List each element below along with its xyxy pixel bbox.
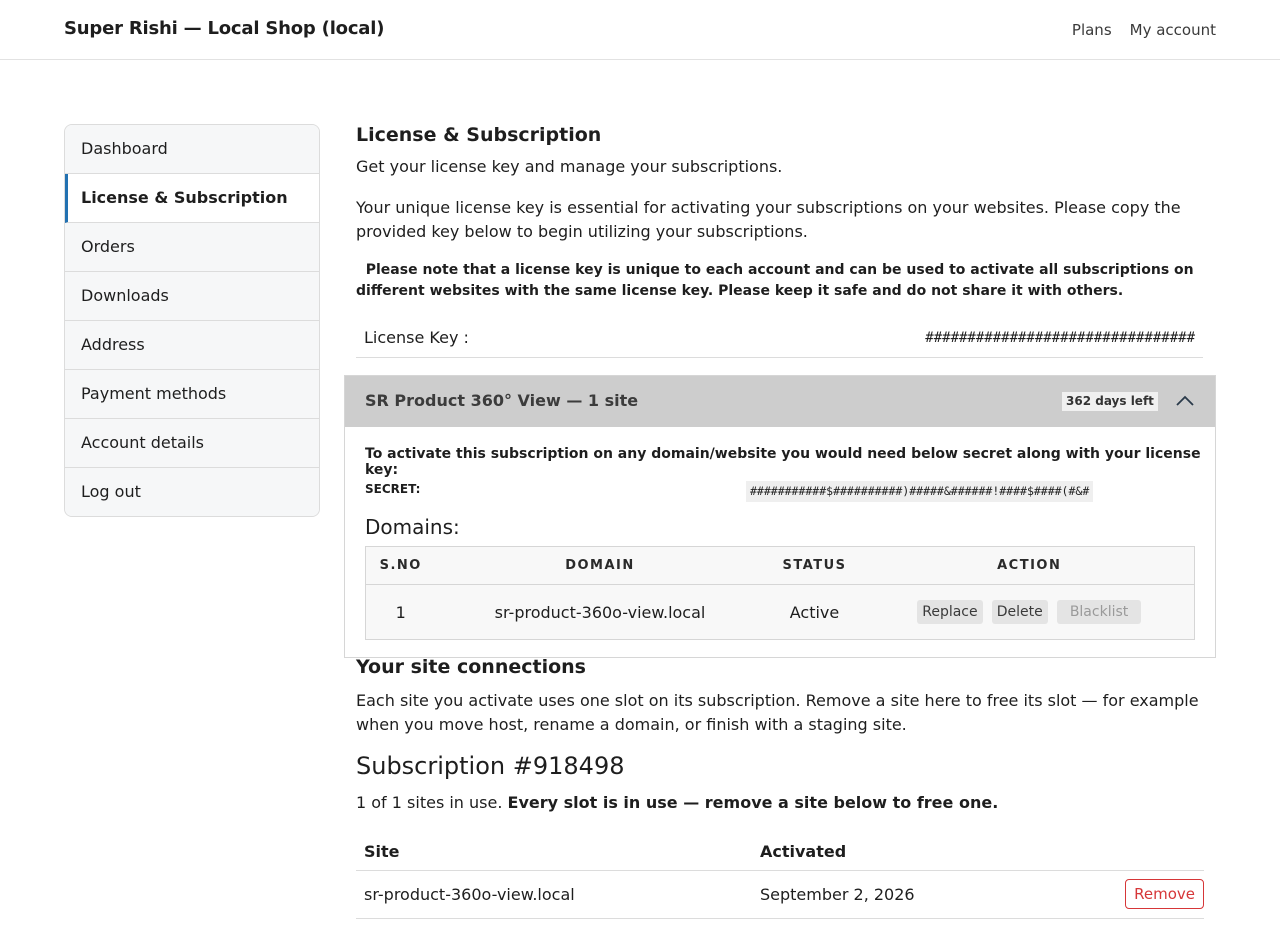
domains-table [365, 546, 1195, 640]
top-nav [1072, 21, 1216, 39]
column-header-action: ACTION [865, 547, 1195, 585]
sidebar-item-orders[interactable]: Orders [65, 223, 319, 272]
sites-table-header [356, 834, 1204, 870]
license-intro-text: Your unique license key is essential for activating your subscriptions on your websites. Please copy the provided key below to begin utilizing your subscriptions. [356, 198, 1181, 241]
license-key-row [356, 320, 1203, 358]
secret-label: SECRET: [365, 482, 421, 496]
site-connections-description: Each site you activate uses one slot on its subscription. Remove a site here to free its slot — for example when you move host, rename a domain, or finish with a staging site. [356, 691, 1199, 734]
delete-button[interactable]: Delete [992, 600, 1048, 624]
replace-button[interactable]: Replace [917, 600, 982, 624]
page-title: License & Subscription [356, 124, 602, 146]
slot-usage-count: 1 of 1 sites in use. [356, 793, 503, 812]
subscription-panel-header[interactable] [345, 376, 1215, 427]
domains-table-header [366, 547, 1195, 585]
subscription-number: Subscription #918498 [356, 752, 625, 780]
site-remove-cell [1084, 870, 1204, 918]
license-key-label: License Key : [364, 328, 469, 347]
sites-table [356, 834, 1204, 919]
secret-value[interactable]: ###########$##########)#####&######!####$####(#&# [746, 481, 1093, 502]
table-row [356, 870, 1204, 918]
domain-status: Active [789, 602, 840, 622]
domain-actions [865, 585, 1195, 640]
page-subtitle: Get your license key and manage your subscriptions. [356, 157, 783, 176]
column-header-sno: S.NO [366, 547, 436, 585]
license-key-value[interactable]: ################################ [925, 330, 1195, 346]
license-note-text: Please note that a license key is unique to each account and can be used to activate all subscriptions on different websites with the same license key. Please keep it safe and do not share it with others. [356, 262, 1194, 299]
remove-site-button[interactable]: Remove [1125, 879, 1204, 909]
sidebar-item-license-subscription[interactable]: License & Subscription [65, 174, 319, 223]
chevron-up-icon[interactable] [1174, 391, 1196, 411]
blacklist-button[interactable]: Blacklist [1057, 600, 1141, 624]
sidebar-item-payment-methods[interactable]: Payment methods [65, 370, 319, 419]
sidebar-item-dashboard[interactable]: Dashboard [65, 125, 319, 174]
sidebar-item-log-out[interactable]: Log out [65, 468, 319, 516]
site-title[interactable]: Super Rishi — Local Shop (local) [64, 18, 385, 39]
domains-heading: Domains: [365, 515, 460, 539]
site-connections-title: Your site connections [356, 656, 586, 678]
days-left-badge: 362 days left [1062, 392, 1158, 411]
slot-usage [356, 793, 998, 812]
column-header-status: STATUS [765, 547, 865, 585]
site-activated-date: September 2, 2026 [752, 870, 1084, 918]
site-name: sr-product-360o-view.local [356, 870, 752, 918]
sidebar-item-account-details[interactable]: Account details [65, 419, 319, 468]
license-note [356, 260, 1206, 302]
sidebar-item-downloads[interactable]: Downloads [65, 272, 319, 321]
column-header-activated: Activated [752, 834, 1084, 870]
activation-instructions: To activate this subscription on any domain/website you would need below secret along with your license key: [365, 446, 1201, 478]
domain-name: sr-product-360o-view.local [494, 602, 706, 622]
nav-plans-link[interactable]: Plans [1071, 21, 1112, 39]
column-header-domain: DOMAIN [436, 547, 765, 585]
domain-sno: 1 [395, 602, 406, 622]
nav-my-account-link[interactable]: My account [1129, 21, 1216, 39]
sidebar-item-address[interactable]: Address [65, 321, 319, 370]
column-header-site: Site [356, 834, 752, 870]
table-row [366, 585, 1195, 640]
column-header-remove [1084, 834, 1204, 870]
site-header [0, 0, 1280, 60]
slot-usage-warning: Every slot is in use — remove a site below to free one. [507, 793, 999, 812]
account-sidebar [64, 124, 320, 517]
subscription-panel [344, 375, 1216, 658]
subscription-title: SR Product 360° View — 1 site [365, 391, 639, 410]
